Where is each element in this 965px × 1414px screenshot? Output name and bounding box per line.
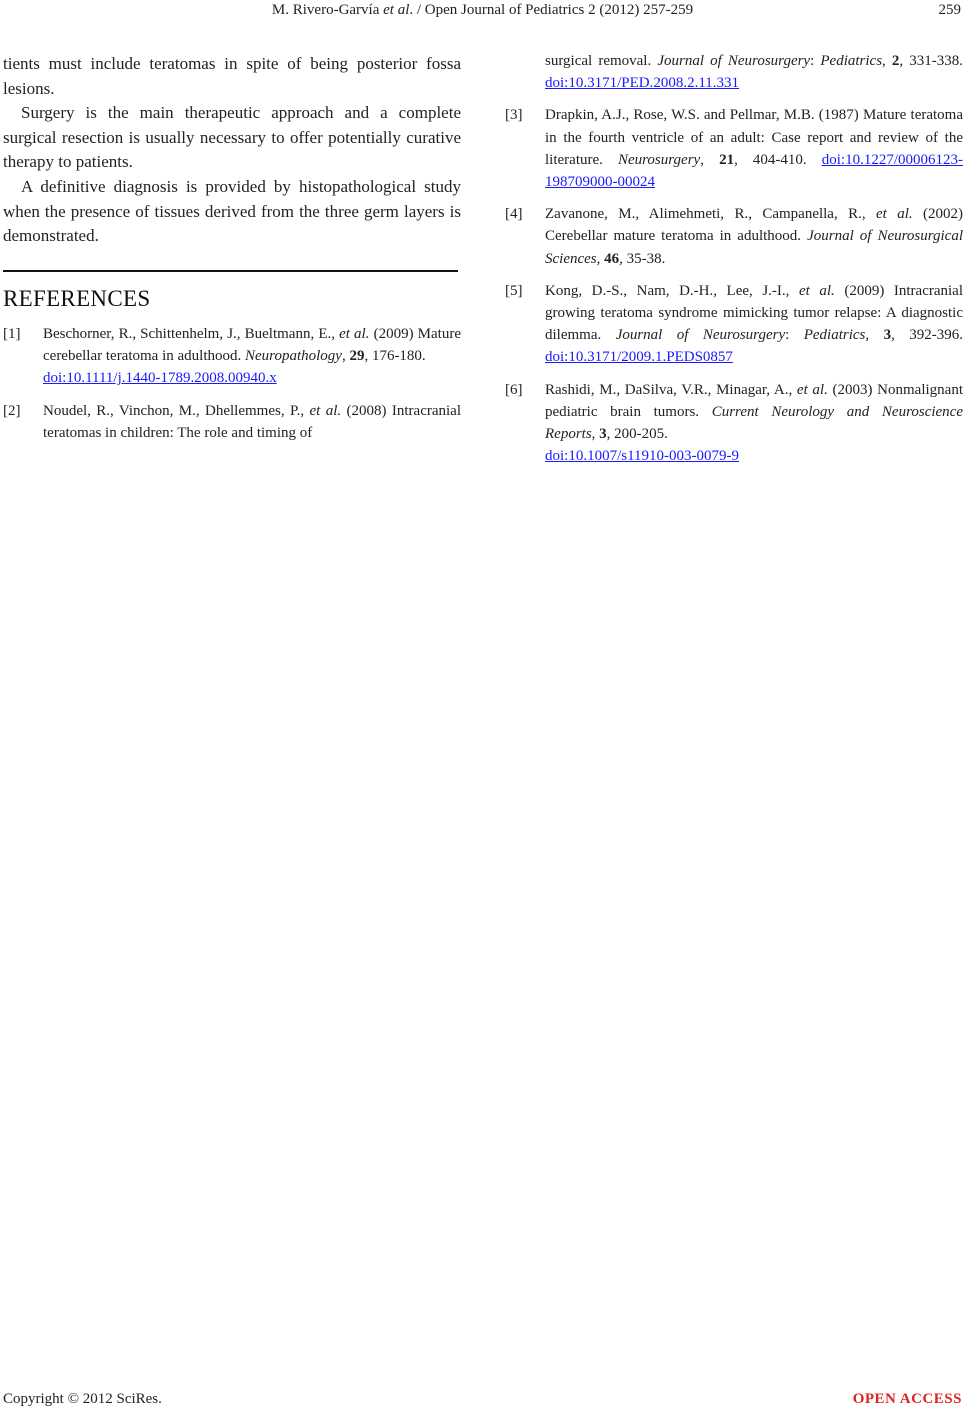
- reference-volume: 29: [349, 348, 365, 365]
- reference-sep: ,: [591, 426, 600, 443]
- reference-etal: et al.: [798, 282, 835, 299]
- page-number: 259: [938, 2, 961, 18]
- reference-sep: ,: [882, 53, 892, 69]
- page-footer: [0, 1391, 965, 1411]
- reference-etal: et al.: [339, 326, 370, 342]
- reference-number: [5]: [505, 282, 523, 299]
- reference-number: [6]: [505, 381, 523, 398]
- reference-authors: Noudel, R., Vinchon, M., Dhellemmes, P.,: [43, 402, 310, 419]
- reference-etal: et al.: [875, 206, 913, 223]
- reference-journal: Neurosurgery: [617, 151, 701, 168]
- body-paragraph-3: A definitive diagnosis is provided by histopathological study when the presence of tissues derived from the three germ layers is demonstrated.: [3, 176, 461, 246]
- reference-pages: , 331-338.: [899, 53, 963, 69]
- reference-number: [4]: [505, 206, 523, 223]
- reference-journal: Journal of Neurosurgery: [657, 53, 811, 69]
- reference-6: [505, 379, 963, 468]
- running-title: [0, 2, 965, 19]
- reference-authors: Zavanone, M., Alimehmeti, R., Campanella, R.,: [545, 206, 876, 223]
- references-heading: REFERENCES: [3, 286, 151, 311]
- reference-sep: :: [810, 53, 821, 69]
- reference-sep: :: [785, 327, 804, 344]
- reference-sep: ,: [700, 151, 720, 168]
- reference-volume: 46: [604, 250, 620, 267]
- reference-3: [505, 104, 963, 193]
- reference-journal: Current Neurology and Neuroscience Reports: [545, 403, 963, 443]
- reference-etal: et al.: [796, 381, 828, 398]
- references-left-column: [3, 323, 461, 454]
- reference-pages: , 35-38.: [619, 250, 666, 267]
- reference-journal: Journal of Neurosurgical Sciences: [545, 228, 963, 267]
- reference-authors: Beschorner, R., Schittenhelm, J., Bueltmann, E.,: [43, 326, 340, 342]
- reference-authors: Rashidi, M., DaSilva, V.R., Minagar, A.,: [545, 381, 797, 398]
- reference-volume: 3: [599, 426, 607, 443]
- reference-text: (2009) Mature cerebellar teratoma in adulthood.: [43, 326, 461, 365]
- reference-2-continued: [545, 50, 963, 94]
- reference-number: [3]: [505, 107, 523, 124]
- reference-volume: 21: [719, 151, 735, 168]
- reference-1: [3, 323, 461, 390]
- reference-text: surgical removal.: [545, 53, 658, 69]
- open-access-label: OPEN ACCESS: [852, 1391, 962, 1407]
- running-header: [0, 2, 965, 24]
- reference-journal: Journal of Neurosurgery: [615, 327, 786, 344]
- reference-journal-section: Pediatrics: [803, 327, 866, 344]
- reference-pages: , 200-205.: [606, 426, 668, 443]
- reference-doi-link[interactable]: doi:10.3171/2009.1.PEDS0857: [545, 349, 733, 366]
- reference-text: Drapkin, A.J., Rose, W.S. and Pellmar, M.B. (1987) Mature teratoma in the fourth ventricle of an adult: Case report and review of the literature.: [545, 107, 963, 168]
- references-right-column: [505, 50, 963, 477]
- reference-doi-link[interactable]: doi:10.3171/PED.2008.2.11.331: [545, 75, 740, 92]
- reference-text: (2003) Nonmalignant pediatric brain tumors.: [545, 381, 963, 420]
- body-paragraph-2: Surgery is the main therapeutic approach and a complete surgical resection is usually necessary to offer potentially curative therapy to patients.: [3, 103, 461, 172]
- reference-sep: ,: [596, 250, 605, 267]
- body-paragraph-1: tients must include teratomas in spite of being posterior fossa lesions.: [3, 54, 461, 98]
- header-etal: et al: [383, 2, 410, 18]
- reference-volume: 3: [883, 327, 892, 344]
- reference-pages: , 404-410.: [734, 151, 822, 168]
- reference-sep: ,: [865, 327, 884, 344]
- reference-doi-link[interactable]: doi:10.1227/00006123-198709000-00024: [545, 151, 964, 191]
- reference-journal-section: Pediatrics: [820, 53, 883, 69]
- header-journal: . / Open Journal of Pediatrics 2 (2012) 257-259: [409, 2, 694, 18]
- left-column-body: [3, 52, 461, 249]
- reference-doi-link[interactable]: doi:10.1111/j.1440-1789.2008.00940.x: [43, 370, 277, 387]
- copyright-notice: Copyright © 2012 SciRes.: [3, 1391, 162, 1407]
- reference-5: [505, 280, 963, 369]
- reference-volume: 2: [891, 53, 900, 69]
- reference-pages: , 392-396.: [891, 327, 963, 344]
- reference-sep: ,: [341, 348, 350, 365]
- header-authors: M. Rivero-Garvía: [271, 2, 380, 18]
- reference-pages: , 176-180.: [364, 348, 426, 365]
- reference-doi-link[interactable]: doi:10.1007/s11910-003-0079-9: [545, 448, 740, 465]
- reference-text: (2008) Intracranial teratomas in children: The role and timing of: [43, 402, 461, 441]
- reference-journal: Neuropathology: [245, 348, 342, 365]
- reference-text: (2009) Intracranial growing teratoma syndrome mimicking tumor relapse: A diagnostic dilemma.: [545, 282, 964, 344]
- reference-text: (2002) Cerebellar mature teratoma in adulthood.: [545, 206, 963, 245]
- reference-etal: et al.: [309, 402, 342, 419]
- reference-2: [3, 400, 461, 444]
- reference-number: [1]: [3, 326, 21, 342]
- section-divider: [3, 270, 458, 272]
- reference-authors: Kong, D.-S., Nam, D.-H., Lee, J.-I.,: [545, 282, 799, 299]
- reference-4: [505, 203, 963, 270]
- reference-number: [2]: [3, 402, 21, 419]
